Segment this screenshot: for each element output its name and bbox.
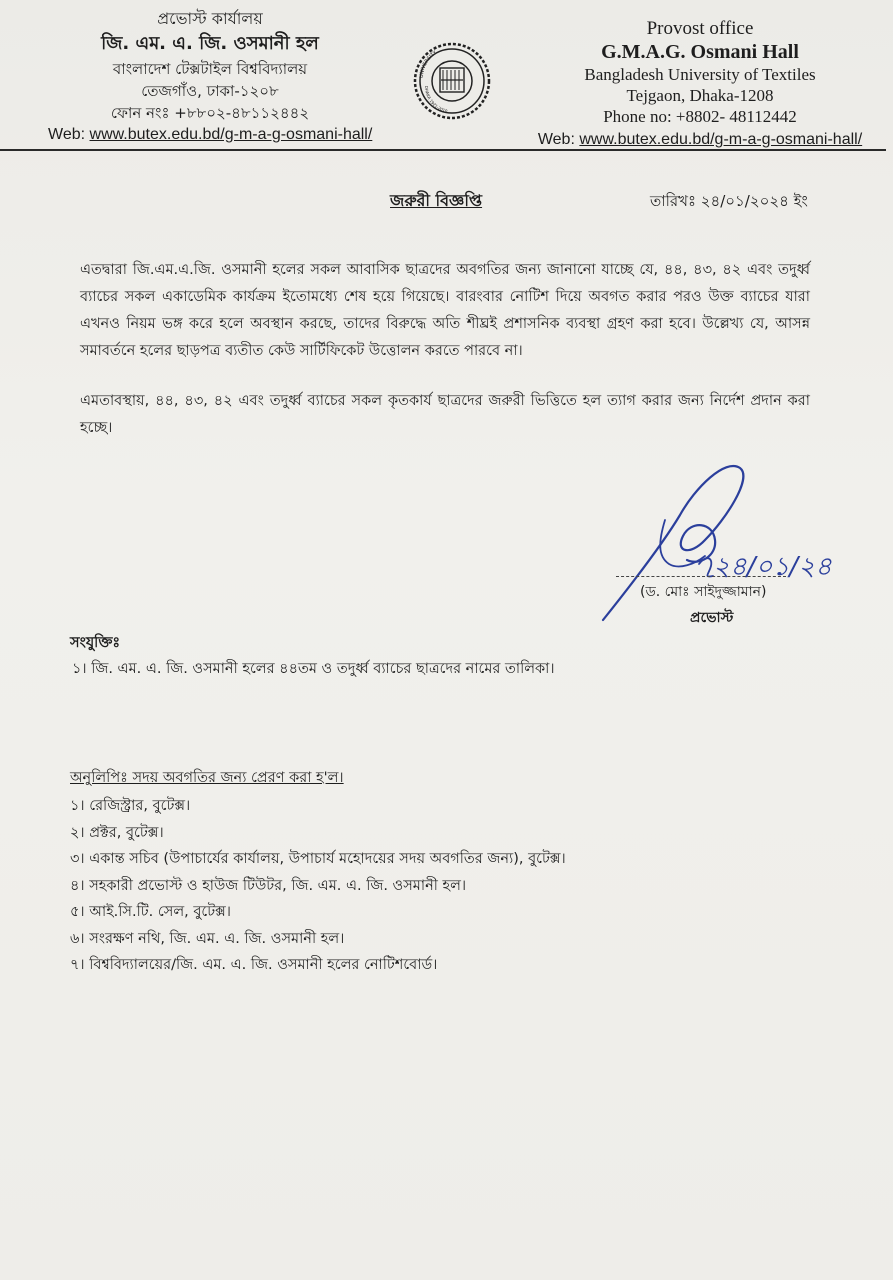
notice-paragraph-1: এতদ্বারা জি.এম.এ.জি. ওসমানী হলের সকল আবাসিক ছাত্রদের অবগতির জন্য জানানো যাচ্ছে যে, ৪৪, ৪৩, ৪২ এবং তদুর্ধ্ব ব্যাচের সকল একাডেমিক কার্যক্রম ইতোমধ্যে শেষ হয়ে গিয়েছে। বারংবার নোটিশ দিয়ে অবগত করার পরও উক্ত ব্যাচের যারা এখনও নিয়ম ভঙ্গ করে হলে অবস্থান করছে, তাদের বিরুদ্ধে অতি শীঘ্রই প্রশাসনিক ব্যবস্থা গ্রহণ করা হবে। উল্লেখ্য যে, আসন্ন সমাবর্তনে হলের ছাড়পত্র ব্যতীত কেউ সার্টিফিকেট উত্তোলন করতে পারবে না।	[80, 262, 810, 359]
copy-to-item: ৩। একান্ত সচিব (উপাচার্যের কার্যালয়, উপাচার্য মহোদয়ের সদয় অবগতির জন্য), বুটেক্স।	[70, 851, 566, 867]
notice-title: জরুরী বিজ্ঞপ্তি	[390, 191, 483, 210]
website-link[interactable]: www.butex.edu.bd/g-m-a-g-osmani-hall/	[579, 131, 863, 148]
signatory-name: (ড. মোঃ সাইদুজ্জামান)	[640, 584, 767, 600]
copy-to-item: ১। রেজিস্ট্রার, বুটেক্স।	[70, 798, 191, 814]
copy-to-label: অনুলিপিঃ সদয় অবগতির জন্য প্রেরণ করা হ'ল।	[70, 770, 344, 786]
svg-text:UNIVERSITY: UNIVERSITY	[418, 49, 439, 79]
copy-to-item: ৪। সহকারী প্রভোস্ট ও হাউজ টিউটর, জি. এম. এ. জি. ওসমানী হল।	[70, 877, 467, 894]
signatory-designation: প্রভোস্ট	[690, 610, 734, 626]
signature-date: ২৪/০১/২৪	[713, 552, 832, 582]
copy-to-list	[70, 793, 566, 979]
web-label: Web:	[48, 126, 86, 143]
notice-date: তারিখঃ ২৪/০১/২০২৪ ইং	[650, 192, 808, 210]
hall-name-en: G.M.A.G. Osmani Hall	[601, 41, 799, 63]
enclosure-label: সংযুক্তিঃ	[70, 635, 121, 651]
signature-line	[616, 576, 786, 577]
university-name-bn: বাংলাদেশ টেক্সটাইল বিশ্ববিদ্যালয়	[112, 60, 308, 78]
letterhead-english	[515, 18, 885, 151]
svg-text:DHAKA 1921-2010: DHAKA 1921-2010	[423, 85, 449, 114]
office-name-bn: প্রভোস্ট কার্যালয়	[157, 9, 263, 28]
header-divider	[0, 149, 886, 151]
office-name-en: Provost office	[646, 18, 754, 39]
web-line-en	[515, 129, 885, 151]
notice-paragraph-2: এমতাবস্থায়, ৪৪, ৪৩, ৪২ এবং তদুর্ধ্ব ব্যাচের সকল কৃতকার্য ছাত্রদের জরুরী ভিত্তিতে হল ত্যাগ করার জন্য নির্দেশ প্রদান করা হচ্ছে।	[80, 393, 810, 436]
handwritten-signature	[595, 460, 855, 630]
phone-en: Phone no: +8802- 48112442	[603, 107, 797, 126]
enclosure-item: ১। জি. এম. এ. জি. ওসমানী হলের ৪৪তম ও তদুর্ধ্ব ব্যাচের ছাত্রদের নামের তালিকা।	[72, 661, 555, 677]
web-line-bn	[48, 124, 390, 146]
address-bn: তেজগাঁও, ঢাকা-১২০৮	[141, 82, 279, 100]
website-link[interactable]: www.butex.edu.bd/g-m-a-g-osmani-hall/	[89, 126, 373, 143]
address-en: Tejgaon, Dhaka-1208	[626, 86, 774, 105]
copy-to-item: ৫। আই.সি.টি. সেল, বুটেক্স।	[70, 904, 231, 920]
hall-name-bn: জি. এম. এ. জি. ওসমানী হল	[101, 33, 319, 54]
web-label: Web:	[537, 131, 575, 148]
university-name-en: Bangladesh University of Textiles	[584, 65, 816, 84]
copy-to-item: ৭। বিশ্ববিদ্যালয়ের/জি. এম. এ. জি. ওসমানী হলের নোটিশবোর্ড।	[70, 957, 438, 973]
phone-bn: ফোন নংঃ +৮৮০২-৪৮১১২৪৪২	[110, 104, 310, 122]
university-seal-logo	[413, 34, 491, 128]
copy-to-item: ৬। সংরক্ষণ নথি, জি. এম. এ. জি. ওসমানী হল।	[70, 930, 345, 947]
copy-to-item: ২। প্রক্টর, বুটেক্স।	[70, 824, 164, 841]
letterhead-bangla	[30, 8, 390, 146]
